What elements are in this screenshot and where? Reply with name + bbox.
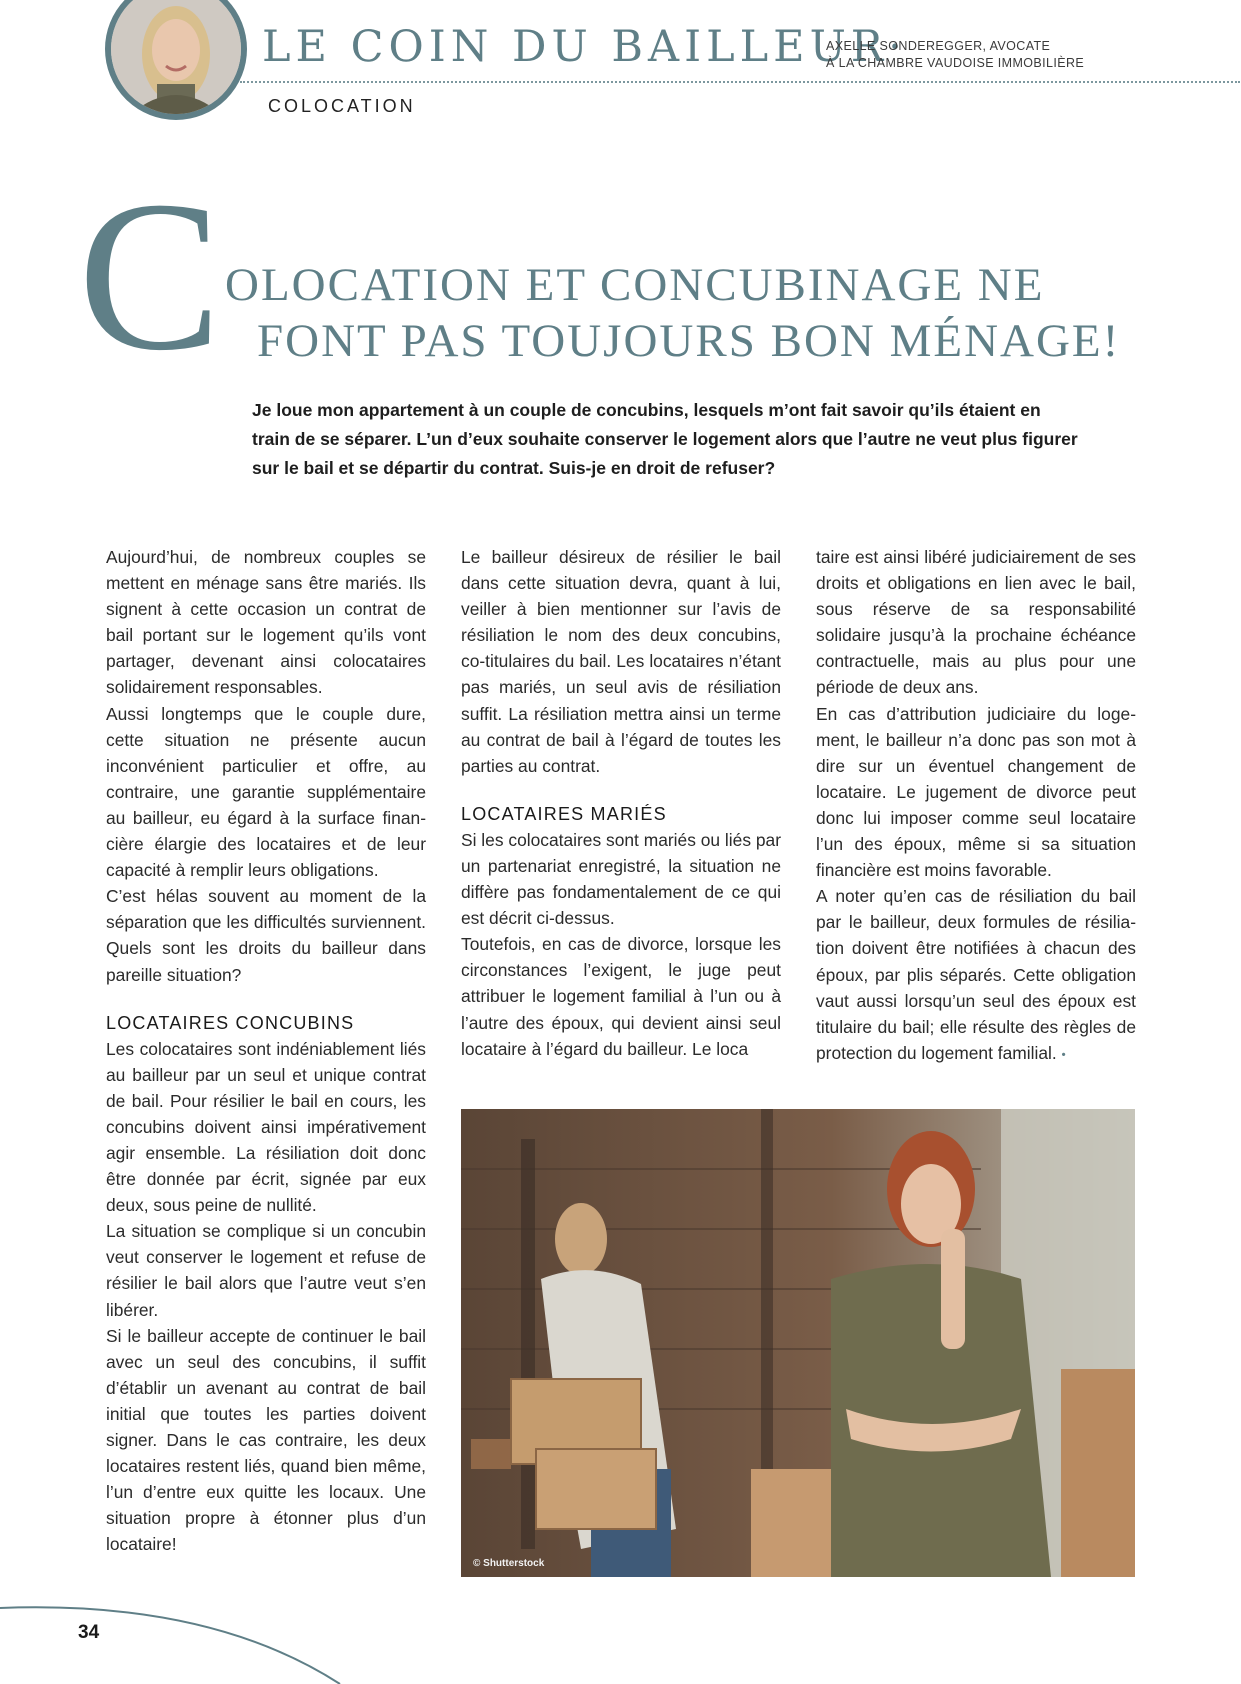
author-byline bbox=[826, 38, 1084, 72]
headline-line-2: FONT PAS TOUJOURS BON MÉNAGE! bbox=[257, 315, 1121, 367]
paragraph: Aujourd’hui, de nombreux couples se mettent en ménage sans être mariés. Ils signent à cette occasion un contrat de bail portant sur le logement qu’ils vont partager, devenant ainsi colocataires solidairement responsables. bbox=[106, 547, 426, 698]
end-mark: • bbox=[1061, 1047, 1066, 1062]
photo-couple-moving-boxes bbox=[461, 1109, 1135, 1577]
paragraph: Le bailleur désireux de résilier le bail dans cette situation devra, quant à lui, veiller à bien mentionner sur l’avis de résiliation le nom des deux concubins, co-titulaires du bail. Les locataires n’étant pas mariés, un seul avis de résiliation suffit. La résiliation mettra ainsi un terme au contrat de bail à l’égard de toutes les parties au contrat. bbox=[461, 547, 781, 776]
paragraph: Toutefois, en cas de divorce, lorsque les circonstances l’exigent, le juge peut attribuer le logement familial à l’un ou à l’autre des époux, qui devient ainsi seul locataire à l’égard du bailleur. Le loca bbox=[461, 934, 781, 1059]
paragraph: Si le bailleur accepte de continuer le bail avec un seul des concubins, il suffit d’établir un avenant au contrat de bail initial que toutes les parties doivent signer. Dans le cas contraire, les deux locataires restent liés, quand bien même, l’un d’entre eux quitte les locaux. Une situation propre à étonner plus d’un locataire! bbox=[106, 1325, 426, 1555]
subheading-concubins: LOCATAIRES CONCUBINS bbox=[106, 1012, 355, 1033]
paragraph: En cas d’attribution judiciaire du logement, le bailleur n’a donc pas son mot à dire sur un éventuel changement de locataire. Le jugement de divorce peut donc lui imposer comme seul locataire l’un des époux, même si sa situation financière est moins favorable. bbox=[816, 703, 1136, 881]
headline-line-1: OLOCATION ET CONCUBINAGE NE bbox=[225, 259, 1045, 311]
author-portrait bbox=[105, 0, 247, 120]
paragraph: Si les colocataires sont mariés ou liés par un partenariat enregistré, la situation ne diffère pas fondamentalement de ce qui est décrit ci-dessus. bbox=[461, 829, 781, 929]
paragraph: taire est ainsi libéré judiciairement de ses droits et obligations en lien avec le bail, sous réserve de sa responsabilité solidaire jusqu’à la prochaine échéance contractuelle, mais au plus pour une période de deux ans. bbox=[816, 547, 1136, 698]
paragraph bbox=[816, 883, 1136, 1067]
rubrique-label: COLOCATION bbox=[268, 96, 416, 116]
subheading-maries: LOCATAIRES MARIÉS bbox=[461, 803, 667, 824]
author-affiliation: À LA CHAMBRE VAUDOISE IMMOBILIÈRE bbox=[826, 56, 1085, 70]
text-column-1 bbox=[106, 544, 426, 1557]
title-dot: · bbox=[888, 22, 907, 72]
footer-curve bbox=[0, 1600, 400, 1684]
section-title: LE COIN DU BAILLEUR· bbox=[262, 22, 907, 72]
paragraph: La situation se complique si un concubin veut conserver le logement et refuse de résilier le bail alors que l’autre veut s’en libérer. bbox=[106, 1221, 426, 1320]
text-column-2 bbox=[461, 544, 781, 1062]
paragraph: Aussi longtemps que le couple dure, cette situation ne présente aucun inconvénient particulier et offre, au contraire, une garantie supplémentaire au bailleur, eu égard à la surface financière élargie des locataires et de leur capacité à remplir leurs obligations. bbox=[106, 703, 426, 881]
paragraph: Les colocataires sont indéniablement liés au bailleur par un seul et unique contrat de bail. Pour résilier le bail en cours, les concubins doivent ainsi impérativement agir ensemble. La résiliation doit donc être donnée par écrit, signée par eux deux, sous peine de nullité. bbox=[106, 1038, 426, 1216]
paragraph: C’est hélas souvent au moment de la séparation que les difficultés surviennent. Quels sont les droits du bailleur dans pareille situation? bbox=[106, 886, 426, 985]
article-photo bbox=[461, 1109, 1135, 1577]
author-name: AXELLE SONDEREGGER, AVOCATE bbox=[826, 39, 1051, 53]
article-lead: Je loue mon appartement à un couple de concubins, lesquels m’ont fait savoir qu’ils étaient en train de se séparer. L’un d’eux souhaite conserver le logement alors que l’autre ne veut plus figurer sur le bail et se départir du contrat. Suis-je en droit de refuser? bbox=[252, 400, 1078, 478]
photo-credit: © Shutterstock bbox=[473, 1558, 545, 1569]
page-number: 34 bbox=[78, 1622, 100, 1643]
portrait-illustration bbox=[111, 0, 241, 114]
paragraph-text: A noter qu’en cas de résiliation du bail par le bailleur, deux formules de résiliation doivent être notifiées à chacun des époux, par plis séparés. Cette obligation vaut aussi lorsqu’un seul des époux est titulaire du bail; elle résulte des règles de protection du logement familial. bbox=[816, 886, 1136, 1063]
headline-dropcap: C bbox=[78, 156, 222, 395]
header-divider bbox=[240, 81, 1240, 83]
text-column-3 bbox=[816, 544, 1136, 1067]
